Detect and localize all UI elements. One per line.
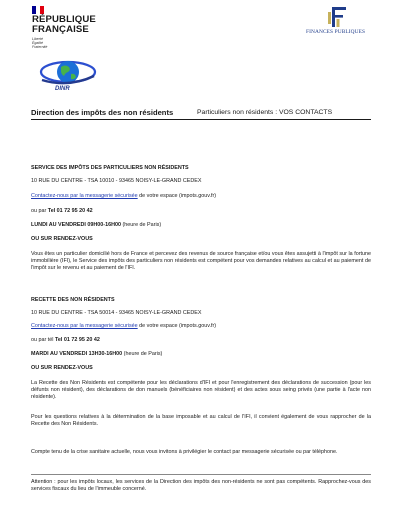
rnr-phone-line [31,337,100,344]
sip-rdv: OU SUR RENDEZ-VOUS [31,236,93,242]
rnr-phone-prefix: ou par tél [31,337,55,343]
rnr-hours-suffix: (heure de Paris) [122,351,163,357]
finances-publiques-label: FINANCES PUBLIQUES [306,29,366,35]
rnr-messaging-line [31,323,216,330]
local-taxes-notice: Attention : pour les impôts locaux, les services de la Direction des impôts des non-résidents ne sont pas compétents. Rapprochez-vous des services fiscaux du lieu de l'immeuble concerné. [31,479,371,492]
rnr-phone: Tel 01 72 95 20 42 [54,337,100,343]
sip-phone-prefix: ou par [31,208,48,214]
sip-description: Vous êtes un particulier domicilié hors de France et percevez des revenus de source française et/ou vous êtes assujetti à l'impôt sur la fortune immobilière (IFI), le Service des impôts des particuliers non résidents est compétent pour vos demandes relatives au calcul et au paiement de l'impôt sur le revenu et au paiement de l'IFI. [31,251,371,271]
sip-hours-suffix: (heure de Paris) [120,222,162,228]
rnr-link-suffix: de votre espace (impots.gouv.fr) [137,323,217,329]
republic-line1: RÉPUBLIQUE [32,14,96,25]
sip-link-suffix: de votre espace (impots.gouv.fr) [137,193,217,199]
rnr-address: 10 RUE DU CENTRE - TSA 50014 - 93465 NOISY-LE-GRAND CEDEX [31,310,202,316]
rnr-heading: RECETTE DES NON RÉSIDENTS [31,297,115,303]
sip-phone: Tel 01 72 95 20 42 [47,208,93,214]
french-flag-icon [32,6,44,14]
motto-fraternite: Fraternité [32,45,48,50]
finances-publiques-logo [321,6,351,28]
sip-hours: LUNDI AU VENDREDI 09H00-16H00 [31,222,121,228]
page-title: Direction des impôts des non résidents [31,108,174,117]
republique-francaise-logo [32,15,96,35]
sip-secure-messaging-link[interactable]: Contactez-nous par la messagerie sécurisée [31,193,138,199]
rnr-secure-messaging-link[interactable]: Contactez-nous par la messagerie sécurisée [31,323,138,329]
sip-messaging-line [31,193,216,200]
header-divider [31,119,371,120]
sanitary-notice: Compte tenu de la crise sanitaire actuelle, nous vous invitons à privilégier le contact par messagerie sécurisée ou par téléphone. [31,449,338,455]
republic-motto [32,37,47,50]
rnr-rdv: OU SUR RENDEZ-VOUS [31,365,93,371]
rnr-hours-line [31,351,162,358]
sip-address: 10 RUE DU CENTRE - TSA 10010 - 93465 NOISY-LE-GRAND CEDEX [31,178,202,184]
sip-phone-line [31,208,93,215]
rnr-ifi-note: Pour les questions relatives à la détermination de la base imposable et au calcul de l'IFI, il convient également de vous rapprocher de la Recette des Non Résidents. [31,414,371,427]
motto-egalite: Égalité [32,41,43,46]
page-subtitle: Particuliers non résidents : VOS CONTACTS [197,109,333,116]
footer-divider [31,474,371,475]
dinr-label: DINR [55,86,70,92]
rnr-hours: MARDI AU VENDREDI 13H30-16H00 [31,351,123,357]
sip-hours-line [31,222,161,229]
rnr-description: La Recette des Non Résidents est compétente pour les déclarations d'IFI et pour l'enregistrement des déclarations de succession (pour les défunts non résident), des déclarations de don manuels (bénéficiaires non résident) et des actes sous seing privés (une partie à l'acte non résidente). [31,380,371,400]
republic-line2: FRANÇAISE [32,24,89,35]
motto-liberte: Liberté [32,37,43,41]
sip-heading: SERVICE DES IMPÔTS DES PARTICULIERS NON RÉSIDENTS [31,165,189,171]
